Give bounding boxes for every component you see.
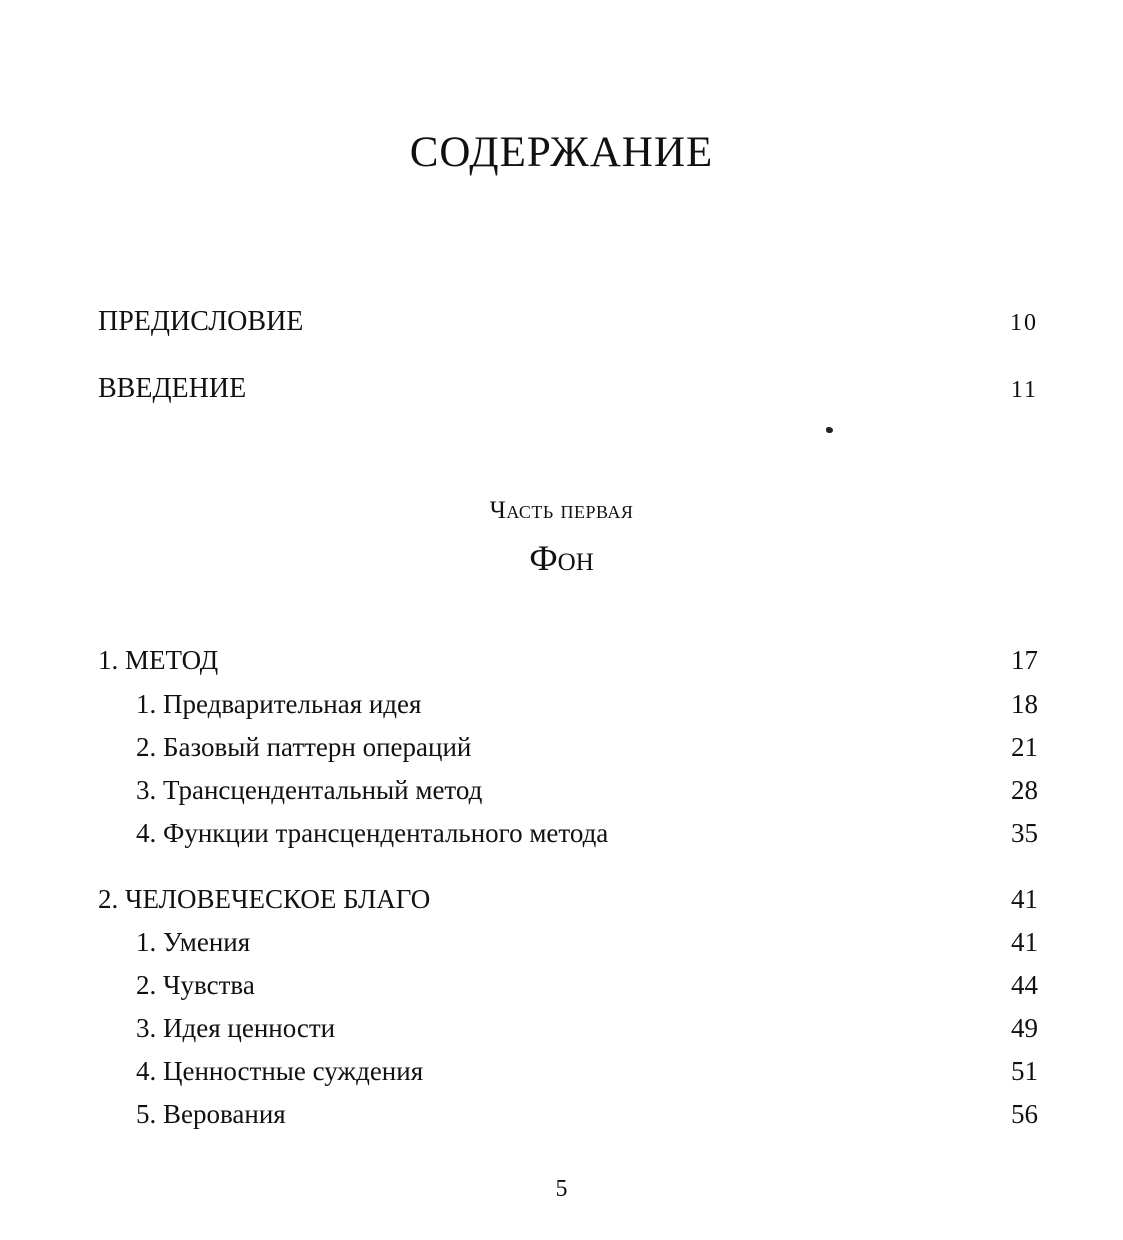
page-number: 5 [555,1176,568,1202]
toc-section[interactable] [136,1056,1038,1087]
toc-section-label: 2. Базовый паттерн операций [136,732,472,762]
page-title: СОДЕРЖАНИЕ [409,129,714,176]
toc-section[interactable] [136,1013,1038,1044]
toc-chapter-label: 2. ЧЕЛОВЕЧЕСКОЕ БЛАГО [98,884,431,914]
toc-section-label: 1. Предварительная идея [136,689,422,719]
toc-section-label: 5. Верования [136,1099,286,1129]
toc-section[interactable] [136,818,1038,849]
toc-section-page: 28 [1011,775,1038,805]
toc-entry-label: ПРЕДИСЛОВИЕ [98,306,304,337]
toc-section[interactable] [136,732,1038,763]
toc-chapter-page: 17 [1011,645,1038,675]
toc-section-page: 51 [1011,1056,1038,1086]
toc-chapter-label: 1. МЕТОД [98,645,219,675]
toc-section-page: 35 [1011,818,1038,848]
ink-speck [826,427,833,433]
toc-section[interactable] [136,927,1038,958]
toc-section-label: 4. Ценностные суждения [136,1056,424,1086]
toc-chapter-2[interactable] [98,884,1038,915]
toc-section-label: 1. Умения [136,927,251,957]
toc-entry-introduction[interactable] [98,373,1038,405]
toc-entry-page: 10 [1010,310,1038,336]
toc-section[interactable] [136,970,1038,1001]
toc-entry-page: 11 [1010,377,1038,403]
toc-section-page: 44 [1011,970,1038,1000]
toc-section-label: 2. Чувства [136,970,255,1000]
toc-section-label: 4. Функции трансцендентального метода [136,818,609,848]
toc-section[interactable] [136,775,1038,806]
part-title: Фон [529,538,594,578]
toc-section-page: 18 [1011,689,1038,719]
toc-section-page: 21 [1011,732,1038,762]
toc-entry-label: ВВЕДЕНИЕ [98,373,247,404]
toc-section-label: 3. Трансцендентальный метод [136,775,483,805]
toc-entry-preface[interactable] [98,306,1038,338]
toc-section-page: 49 [1011,1013,1038,1043]
toc-section-page: 41 [1011,927,1038,957]
toc-chapter-1[interactable] [98,645,1038,676]
toc-section-page: 56 [1011,1099,1038,1129]
toc-section[interactable] [136,689,1038,720]
toc-section[interactable] [136,1099,1038,1130]
toc-chapter-page: 41 [1011,884,1038,914]
part-label: Часть первая [489,497,634,524]
toc-section-label: 3. Идея ценности [136,1013,336,1043]
